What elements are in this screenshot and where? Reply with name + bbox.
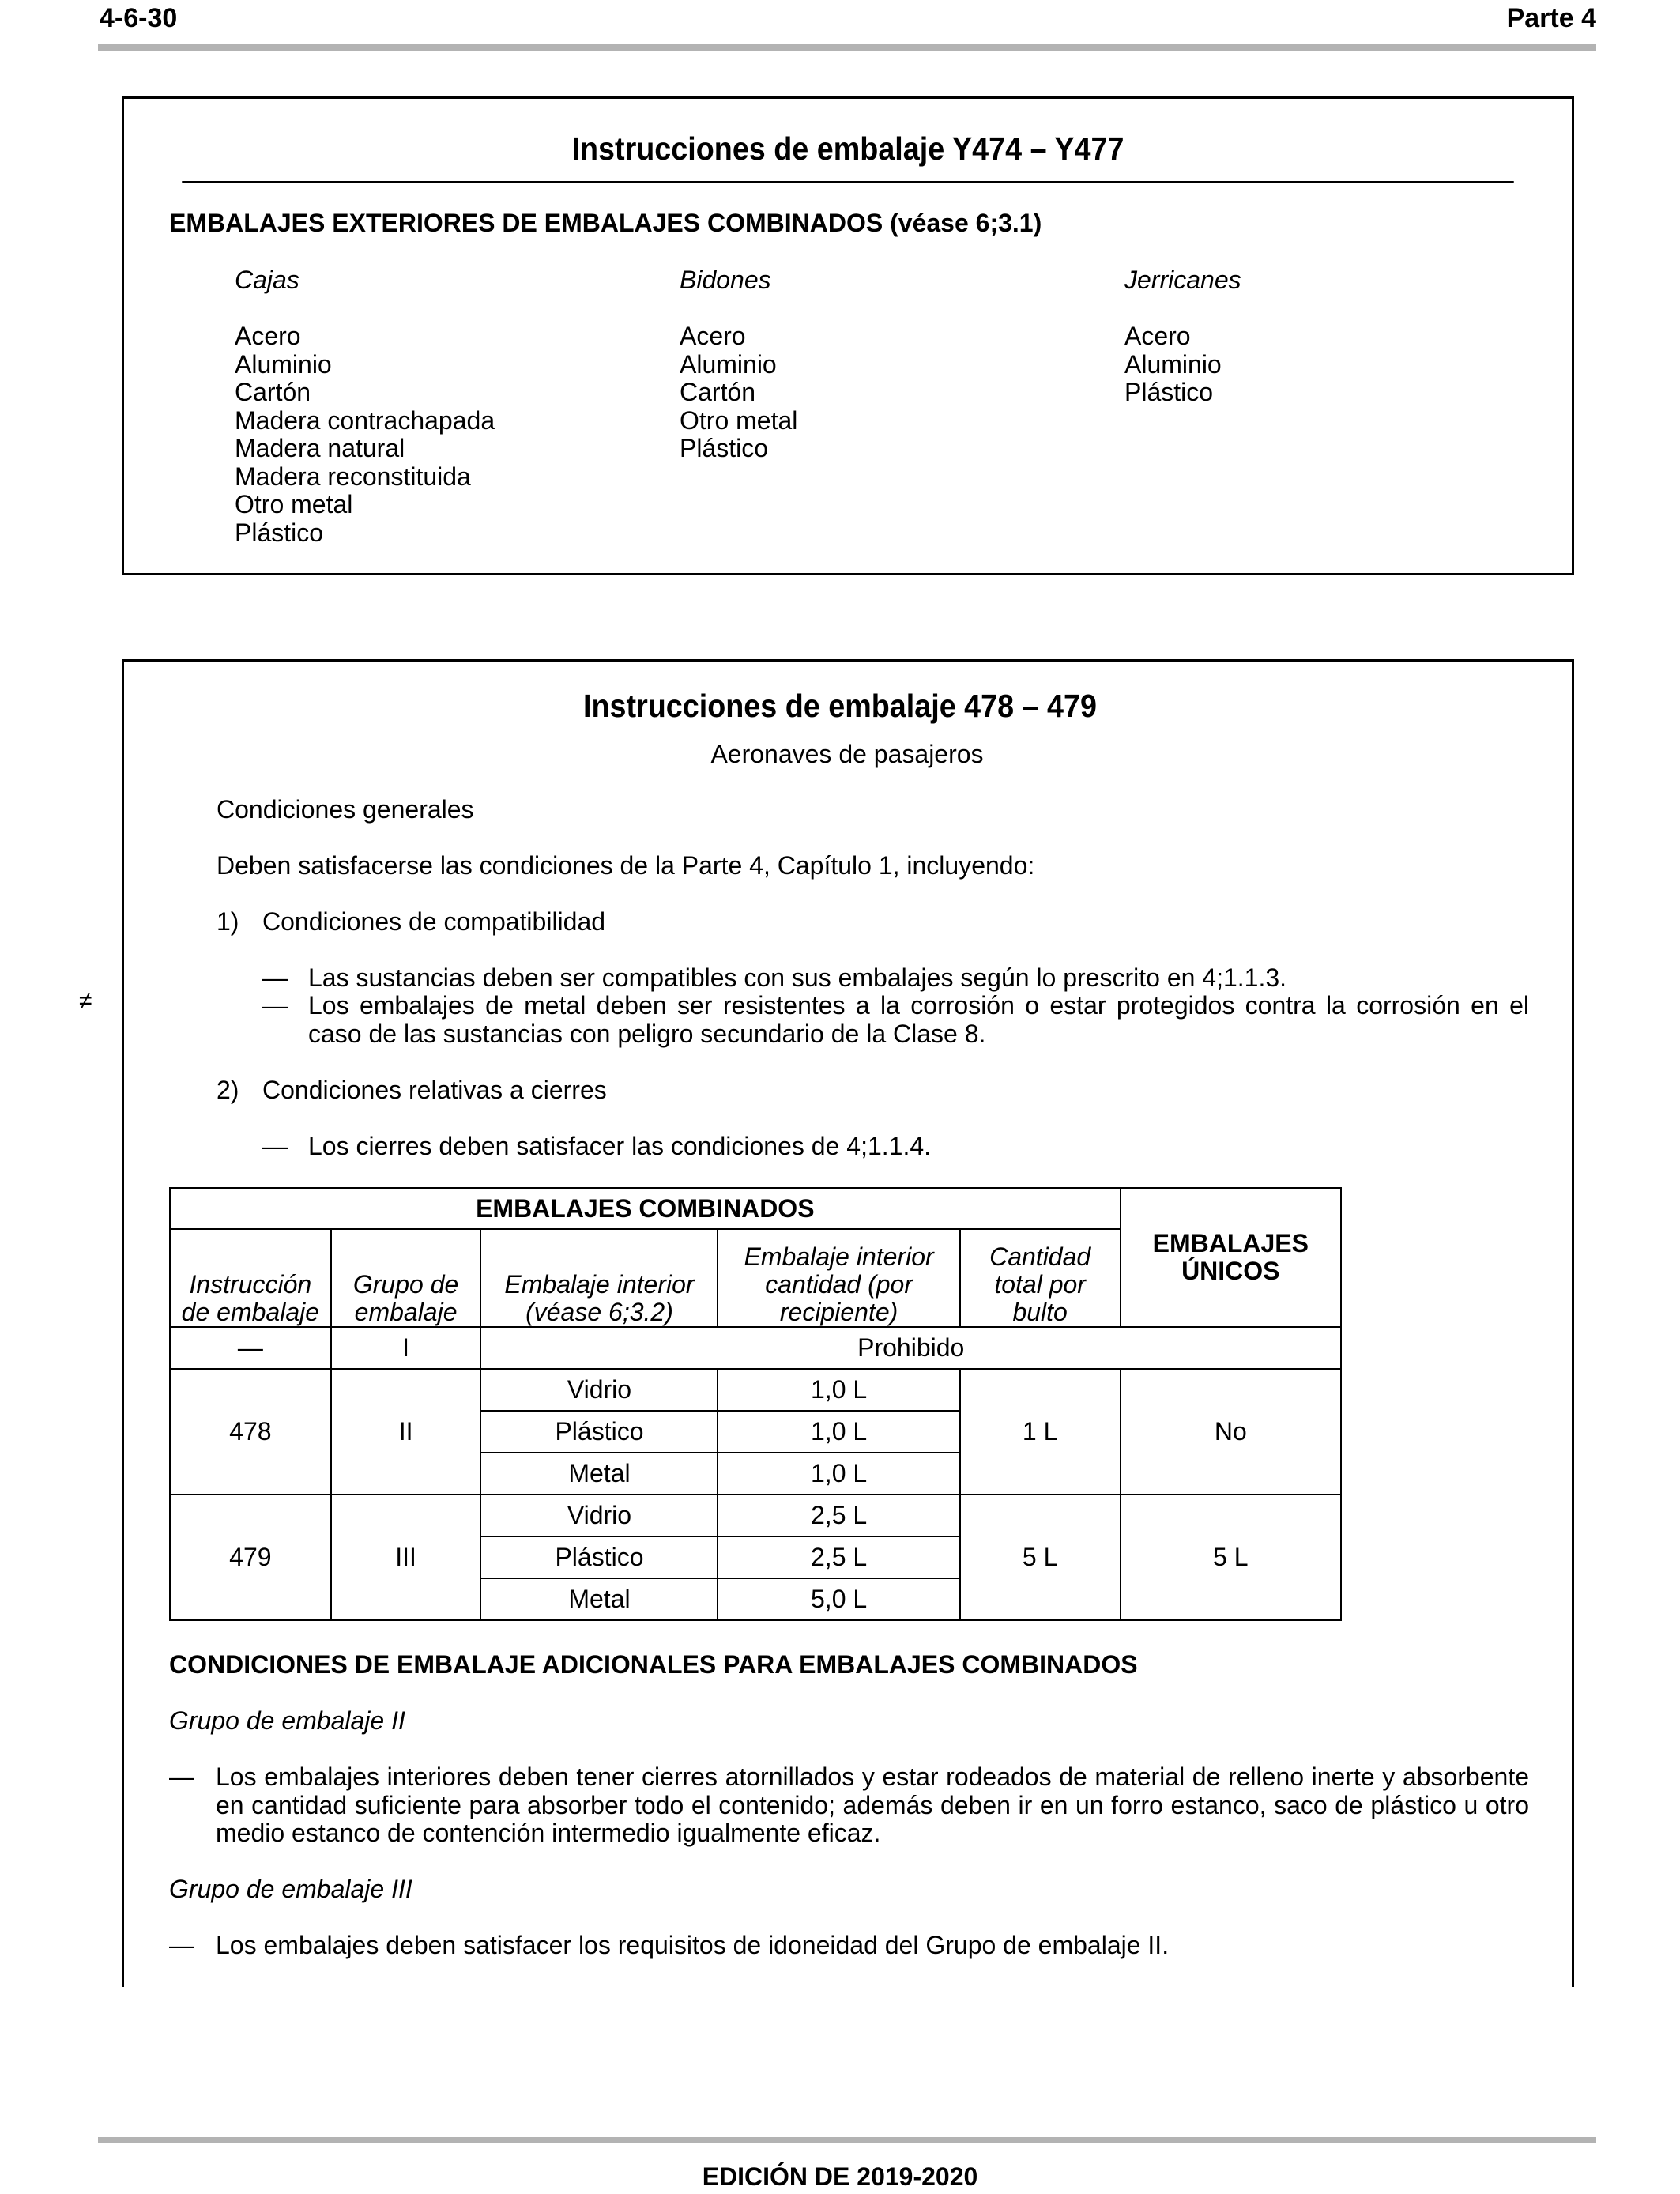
col-header-instruction: Instrucción de embalaje	[170, 1229, 331, 1327]
general-conditions-heading: Condiciones generales	[217, 795, 474, 824]
list-item: Plástico	[235, 518, 324, 547]
cell-prohibited: Prohibido	[480, 1327, 1341, 1369]
cell-material: Plástico	[480, 1411, 718, 1453]
table-row	[170, 1327, 1341, 1369]
list-item: Aluminio	[235, 349, 332, 379]
table-row	[170, 1495, 1341, 1536]
cell-group: I	[331, 1327, 481, 1369]
cell-material: Vidrio	[480, 1495, 718, 1536]
packing-table	[169, 1187, 1342, 1621]
cell-single: No	[1121, 1369, 1341, 1495]
table-row	[170, 1369, 1341, 1411]
edition-label: EDICIÓN DE 2019-2020	[702, 2162, 978, 2191]
item2-label: Condiciones relativas a cierres	[262, 1076, 607, 1104]
cell-group: II	[331, 1369, 481, 1495]
cell-total: 1 L	[960, 1369, 1121, 1495]
group2-text: Los embalajes interiores deben tener cierres atornillados y estar rodeados de material de relleno inerte y absorbente en cantidad suficiente para absorber todo el contenido; además deben ir en un forro estanco, saco de plástico u otro medio estanco de contención intermedio igualmente eficaz.	[216, 1762, 1529, 1847]
column-heading: Jerricanes	[1124, 266, 1241, 294]
item1-number: 1)	[217, 907, 239, 936]
cell-qty: 1,0 L	[718, 1369, 959, 1411]
list-item: Acero	[680, 322, 746, 350]
list-item: Otro metal	[235, 490, 353, 518]
list-item: Aluminio	[680, 349, 777, 379]
list-item: Madera reconstituida	[235, 462, 471, 491]
outer-packaging-heading: EMBALAJES EXTERIORES DE EMBALAJES COMBINADOS (véase 6;3.1)	[169, 209, 1042, 237]
footer-rule	[98, 2137, 1596, 2143]
box2-title: Instrucciones de embalaje 478 – 479	[583, 688, 1097, 724]
cell-qty: 2,5 L	[718, 1495, 959, 1536]
dash-glyph: —	[262, 1132, 288, 1160]
box1-title: Instrucciones de embalaje Y474 – Y477	[182, 99, 1513, 183]
column-heading: Bidones	[680, 266, 771, 294]
cell-instruction: —	[170, 1327, 331, 1369]
dash-glyph: —	[262, 963, 288, 992]
cell-group: III	[331, 1495, 481, 1620]
cell-total: 5 L	[960, 1495, 1121, 1620]
group3-text: Los embalajes deben satisfacer los requisitos de idoneidad del Grupo de embalaje II.	[216, 1931, 1170, 1959]
compat-condition-1: Las sustancias deben ser compatibles con sus embalajes según lo prescrito en 4;1.1.3.	[308, 963, 1287, 992]
closure-condition-1: Los cierres deben satisfacer las condiciones de 4;1.1.4.	[308, 1132, 932, 1160]
combined-packaging-header: EMBALAJES COMBINADOS	[170, 1188, 1121, 1229]
part-label: Parte 4	[1506, 3, 1596, 33]
list-item: Madera natural	[235, 434, 405, 462]
col-header-total: Cantidad total por bulto	[960, 1229, 1121, 1327]
column-bidones	[680, 266, 797, 463]
box2-subtitle: Aeronaves de pasajeros	[710, 740, 984, 768]
list-item: Aluminio	[1124, 349, 1222, 379]
additional-conditions-heading: CONDICIONES DE EMBALAJE ADICIONALES PARA EMBALAJES COMBINADOS	[169, 1650, 1138, 1679]
cell-single: 5 L	[1121, 1495, 1341, 1620]
dash-glyph: —	[262, 991, 288, 1020]
compat-condition-2: Los embalajes de metal deben ser resistentes a la corrosión o estar protegidos contra la corrosión en el caso de las sustancias con peligro secundario de la Clase 8.	[308, 991, 1529, 1048]
column-cajas	[235, 266, 495, 547]
cell-qty: 1,0 L	[718, 1411, 959, 1453]
group2-heading: Grupo de embalaje II	[169, 1706, 405, 1735]
cell-material: Metal	[480, 1453, 718, 1495]
list-item: Cartón	[235, 378, 311, 406]
header-rule	[98, 44, 1596, 51]
cell-instruction: 478	[170, 1369, 331, 1495]
cell-qty: 2,5 L	[718, 1536, 959, 1578]
column-heading: Cajas	[235, 266, 299, 294]
general-conditions-intro: Deben satisfacerse las condiciones de la Parte 4, Capítulo 1, incluyendo:	[217, 851, 1035, 880]
item1-label: Condiciones de compatibilidad	[262, 907, 606, 936]
change-mark: ≠	[79, 988, 92, 1014]
col-header-inner: Embalaje interior (véase 6;3.2)	[480, 1229, 718, 1327]
list-item: Cartón	[680, 378, 756, 406]
dash-glyph: —	[169, 1931, 194, 1959]
page-number: 4-6-30	[100, 3, 178, 33]
list-item: Acero	[235, 322, 301, 350]
group3-heading: Grupo de embalaje III	[169, 1875, 412, 1903]
cell-instruction: 479	[170, 1495, 331, 1620]
list-item: Madera contrachapada	[235, 405, 495, 435]
cell-qty: 5,0 L	[718, 1578, 959, 1620]
single-packaging-header: EMBALAJES ÚNICOS	[1121, 1188, 1341, 1327]
cell-material: Vidrio	[480, 1369, 718, 1411]
col-header-qty: Embalaje interior cantidad (por recipiente)	[718, 1229, 959, 1327]
list-item: Plástico	[1124, 378, 1214, 406]
col-header-group: Grupo de embalaje	[331, 1229, 481, 1327]
list-item: Acero	[1124, 322, 1191, 350]
list-item: Otro metal	[680, 405, 798, 435]
cell-qty: 1,0 L	[718, 1453, 959, 1495]
dash-glyph: —	[169, 1762, 194, 1791]
list-item: Plástico	[680, 434, 769, 462]
column-jerricanes	[1124, 266, 1241, 407]
item2-number: 2)	[217, 1076, 239, 1104]
cell-material: Plástico	[480, 1536, 718, 1578]
cell-material: Metal	[480, 1578, 718, 1620]
